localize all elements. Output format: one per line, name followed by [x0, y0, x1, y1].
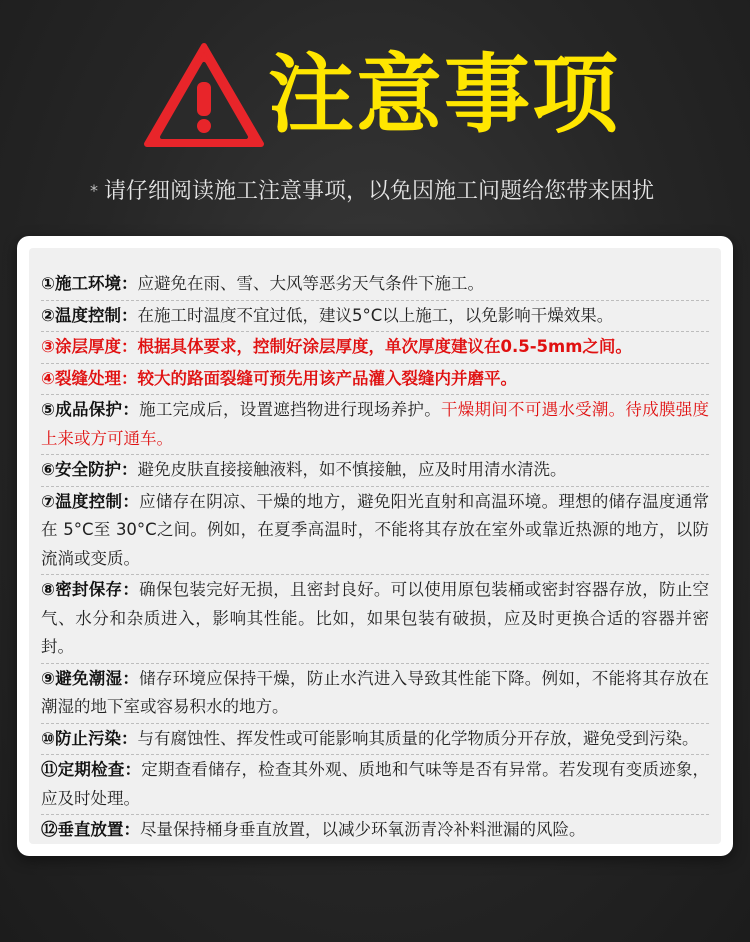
- list-item: [41, 755, 709, 815]
- item-number: ⑫: [41, 820, 58, 839]
- item-number: ①: [41, 274, 55, 293]
- list-item: [41, 724, 709, 756]
- item-text: 储存环境应保持干燥，防止水汽进入导致其性能下降。例如，不能将其存放在潮湿的地下室或容易积水的地方。: [41, 668, 710, 716]
- item-label: 定期检查：: [57, 760, 142, 779]
- item-label: 垂直放置：: [57, 820, 140, 839]
- star-mark: *: [90, 181, 98, 200]
- list-item: [41, 301, 709, 333]
- item-text: 较大的路面裂缝可预先用该产品灌入裂缝内并磨平。: [137, 368, 517, 388]
- item-number: ⑦: [41, 491, 56, 511]
- item-number: ④: [41, 368, 55, 388]
- item-text: 施工完成后，设置遮挡物进行现场养护。: [139, 400, 441, 419]
- list-item: [41, 332, 709, 364]
- list-item: [41, 487, 709, 576]
- item-label: 裂缝处理：: [54, 368, 138, 388]
- page-title: 注意事项: [268, 45, 620, 145]
- item-number: ②: [41, 305, 55, 325]
- list-item: [41, 269, 709, 301]
- header: [0, 0, 750, 235]
- item-label: 避免潮湿：: [55, 668, 140, 688]
- item-text: 确保包装完好无损，且密封良好。可以使用原包装桶或密封容器存放，防止空气、水分和杂质进入，影响其性能。比如，如果包装有破损，应及时更换合适的容器并密封。: [41, 580, 710, 656]
- item-warning-text: 干燥期间不可遇水受潮。待成膜强度上来或方可通车。: [41, 400, 710, 448]
- subtitle-text: 请仔细阅读施工注意事项，以免因施工问题给您带来困扰: [104, 179, 655, 204]
- item-text: 尽量保持桶身垂直放置，以减少环氧沥青冷补料泄漏的风险。: [140, 820, 586, 839]
- list-item: [41, 455, 709, 487]
- item-label: 防止污染：: [54, 728, 138, 748]
- item-text: 避免皮肤直接接触液料，如不慎接触，应及时用清水清洗。: [137, 460, 567, 479]
- item-text: 应储存在阴凉、干燥的地方，避免阳光直射和高温环境。理想的储存温度通常在 5°C至 30°C之间。例如，在夏季高温时，不能将其存放在室外或靠近热源的地方，以防流淌或变质。: [41, 491, 710, 568]
- item-label: 成品保护：: [55, 400, 140, 419]
- list-item: [41, 395, 709, 455]
- item-text: 在施工时温度不宜过低，建议5°C以上施工，以免影响干燥效果。: [137, 305, 614, 325]
- subtitle: [90, 174, 690, 209]
- item-number: ⑨: [41, 668, 56, 688]
- list-item: [41, 575, 709, 664]
- item-text: 定期查看储存，检查其外观、质地和气味等是否有异常。若发现有变质迹象，应及时处理。: [41, 760, 710, 808]
- item-label: 温度控制：: [54, 305, 138, 325]
- item-number: ⑤: [41, 400, 56, 419]
- item-label: 安全防护：: [54, 460, 138, 479]
- item-number: ⑧: [41, 580, 56, 599]
- item-text: 与有腐蚀性、挥发性或可能影响其质量的化学物质分开存放，避免受到污染。: [137, 728, 699, 748]
- item-label: 施工环境：: [54, 274, 138, 293]
- item-text: 应避免在雨、雪、大风等恶劣天气条件下施工。: [137, 274, 484, 293]
- list-item: [41, 364, 709, 396]
- warning-triangle-icon: [143, 42, 265, 150]
- notice-card: [17, 236, 733, 856]
- item-text: 根据具体要求，控制好涂层厚度，单次厚度建议在0.5-5mm之间。: [137, 337, 632, 356]
- list-item: [41, 664, 709, 724]
- item-number: ③: [41, 337, 55, 356]
- item-label: 涂层厚度：: [54, 337, 138, 356]
- item-label: 密封保存：: [55, 580, 140, 599]
- item-number: ⑪: [41, 760, 58, 779]
- item-label: 温度控制：: [55, 491, 140, 511]
- item-number: ⑥: [41, 460, 55, 479]
- item-number: ⑩: [41, 728, 55, 748]
- notice-list: [29, 248, 721, 844]
- list-item: [41, 815, 709, 846]
